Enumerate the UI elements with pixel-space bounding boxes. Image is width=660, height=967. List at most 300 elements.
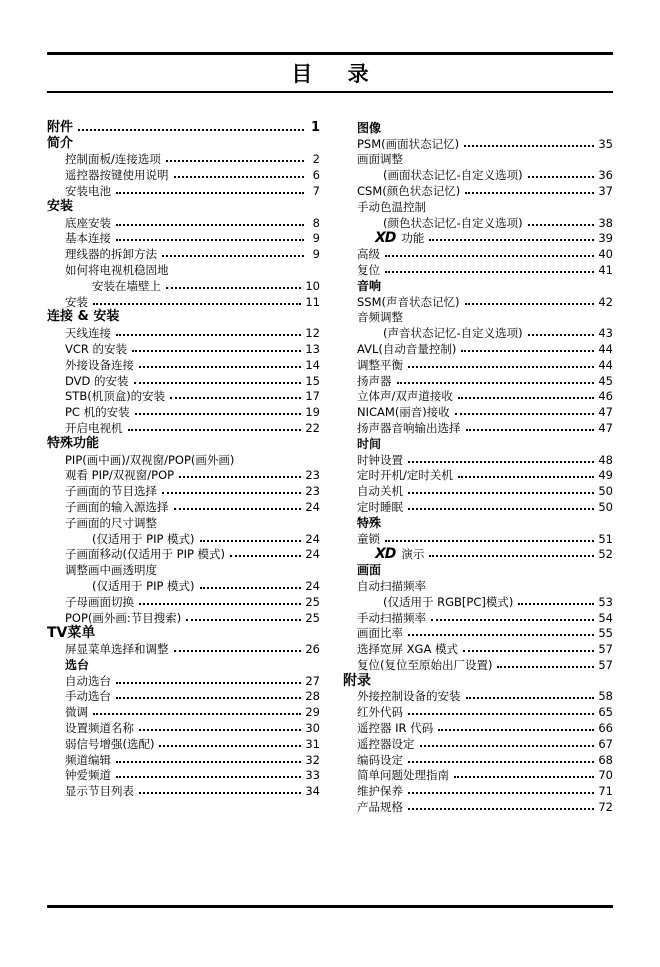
toc-entry (357, 514, 613, 530)
toc-entry (47, 198, 320, 214)
toc-page-number: 50 (598, 499, 613, 514)
toc-entry[interactable] (357, 767, 613, 783)
dot-leader (408, 792, 594, 794)
xd-logo: XD (375, 230, 396, 247)
dot-leader (458, 476, 594, 478)
toc-page-number: 31 (305, 736, 320, 751)
toc-entry-title: 附录 (343, 672, 371, 689)
toc-page-number: 47 (598, 420, 613, 435)
page-title: 目 录 (291, 62, 383, 86)
dot-leader (438, 729, 594, 731)
toc-entry-title: 设置频道名称 (65, 721, 134, 736)
toc-entry[interactable] (357, 640, 613, 656)
toc-entry[interactable] (47, 467, 320, 483)
dot-leader (93, 713, 301, 715)
toc-entry (343, 672, 613, 688)
toc-page-number: 7 (312, 183, 320, 198)
toc-entry (357, 277, 613, 293)
toc-page-number: 53 (598, 594, 613, 609)
toc-entry[interactable] (357, 135, 613, 151)
toc-page-number: 37 (598, 183, 613, 198)
top-rule (47, 52, 613, 55)
toc-page-number: 19 (305, 405, 320, 420)
toc-page-number: 44 (598, 341, 613, 356)
toc-entry-title: 屏显菜单选择和调整 (65, 642, 169, 657)
dot-leader (408, 713, 594, 715)
toc-entry[interactable] (47, 324, 320, 340)
toc-entry[interactable] (47, 419, 320, 435)
toc-entry-title: 子画面的尺寸调整 (65, 515, 157, 530)
toc-entry[interactable] (47, 640, 320, 656)
toc-entry[interactable] (357, 782, 613, 798)
toc-entry[interactable] (357, 419, 613, 435)
toc-page-number: 38 (598, 215, 613, 230)
toc-entry-title: 微调 (65, 705, 88, 720)
toc-entry (357, 151, 613, 167)
dot-leader (528, 176, 595, 178)
toc-entry-title: 开启电视机 (65, 420, 123, 435)
toc-entry-title: 子母画面切换 (65, 594, 134, 609)
dot-leader (464, 145, 594, 147)
toc-entry[interactable] (357, 546, 613, 562)
toc-entry-title: 手动色温控制 (357, 199, 426, 214)
toc-page-number: 6 (312, 168, 320, 183)
dot-leader (420, 745, 595, 747)
toc-entry (357, 561, 613, 577)
toc-entry-title: DVD 的安装 (65, 373, 129, 388)
toc-entry[interactable] (47, 230, 320, 246)
toc-entry-title: 音响 (357, 278, 382, 293)
dot-leader (170, 397, 301, 399)
toc-entry (47, 514, 320, 530)
dot-leader (134, 382, 302, 384)
toc-entry[interactable] (47, 245, 320, 261)
dot-leader (431, 619, 594, 621)
toc-entry-title: 简介 (47, 135, 74, 151)
dot-leader (461, 350, 594, 352)
toc-page-number: 48 (598, 452, 613, 467)
toc-entry[interactable] (357, 656, 613, 672)
toc-entry-title: 自动选台 (65, 673, 111, 688)
dot-leader (458, 397, 594, 399)
toc-entry (47, 656, 320, 672)
toc-entry-title: TV菜单 (47, 625, 96, 642)
toc-entry-title: 调整平衡 (357, 357, 403, 372)
toc-entry[interactable] (357, 798, 613, 814)
dot-leader (465, 192, 594, 194)
toc-entry-title: PC 机的安装 (65, 405, 130, 420)
toc-entry-title: 频道编辑 (65, 752, 111, 767)
toc-entry[interactable] (47, 546, 320, 562)
toc-entry[interactable] (357, 498, 613, 514)
toc-entry-title: 功能 (401, 231, 425, 246)
toc-entry (47, 309, 320, 325)
toc-entry[interactable] (47, 119, 320, 135)
toc-page-number: 47 (598, 405, 613, 420)
toc-entry-title: NICAM(丽音)接收 (357, 405, 450, 420)
toc-entry[interactable] (47, 688, 320, 704)
toc-entry[interactable] (47, 182, 320, 198)
dot-leader (455, 413, 595, 415)
toc-page-number: 43 (598, 326, 613, 341)
toc-page-number: 40 (598, 247, 613, 262)
toc-page-number: 12 (305, 326, 320, 341)
toc-page-number: 8 (312, 215, 320, 230)
toc-entry[interactable] (47, 719, 320, 735)
dot-leader (385, 540, 594, 542)
toc-page-number: 22 (305, 420, 320, 435)
toc-page-number: 34 (305, 784, 320, 799)
dot-leader (179, 476, 301, 478)
toc-entry-title: 选台 (65, 657, 90, 672)
toc-entry-title: 时钟设置 (357, 452, 403, 467)
toc-page-number: 70 (598, 768, 613, 783)
toc-entry-title: CSM(颜色状态记忆) (357, 183, 461, 198)
toc-entry[interactable] (47, 166, 320, 182)
toc-page-number: 36 (598, 168, 613, 183)
dot-leader (116, 192, 304, 194)
toc-page-number: 28 (305, 689, 320, 704)
dot-leader (528, 224, 595, 226)
toc-entry-title: 画面调整 (357, 152, 403, 167)
toc-entry-title: 音频调整 (357, 310, 403, 325)
dot-leader (429, 239, 594, 241)
toc-page-number: 51 (598, 531, 613, 546)
toc-entry-title: 遥控器 IR 代码 (357, 721, 434, 736)
toc-entry (47, 625, 320, 641)
toc-entry (47, 435, 320, 451)
toc-page-number: 29 (305, 705, 320, 720)
toc-entry-title: 遥控器按键使用说明 (65, 168, 169, 183)
toc-entry-title: 复位(复位至原始出厂设置) (357, 657, 493, 672)
toc-page-number: 15 (305, 373, 320, 388)
toc-entry-title: 定时睡眠 (357, 499, 403, 514)
toc-entry[interactable] (47, 356, 320, 372)
toc-entry[interactable] (357, 340, 613, 356)
toc-entry-title: STB(机顶盒)的安装 (65, 389, 166, 404)
dot-leader (166, 287, 301, 289)
toc-page-number: 66 (598, 721, 613, 736)
toc-page-number: 30 (305, 721, 320, 736)
toc-entry-title: PSM(画面状态记忆) (357, 136, 460, 151)
toc-entry-title: PIP(画中画)/双视窗/POP(画外画) (65, 452, 235, 467)
toc-entry-title: (声音状态记忆-自定义选项) (383, 326, 523, 341)
toc-page-number: 24 (305, 531, 320, 546)
toc-page-number: 9 (312, 231, 320, 246)
toc-entry[interactable] (357, 625, 613, 641)
dot-leader (200, 587, 302, 589)
toc-entry-title: 选择宽屏 XGA 模式 (357, 642, 458, 657)
dot-leader (162, 492, 301, 494)
dot-leader (116, 761, 301, 763)
toc-page-number: 46 (598, 389, 613, 404)
toc-page-number: 52 (598, 547, 613, 562)
toc-entry-title: 遥控器设定 (357, 736, 415, 751)
toc-page-number: 68 (598, 752, 613, 767)
dot-leader (466, 697, 595, 699)
toc-entry-title: 外接控制设备的安装 (357, 689, 461, 704)
toc-entry-title: 观看 PIP/双视窗/POP (65, 468, 175, 483)
dot-leader (408, 366, 594, 368)
toc-entry-title: 安装在墙壁上 (92, 278, 161, 293)
toc-entry-title: 安装电池 (65, 183, 111, 198)
toc-entry (357, 309, 613, 325)
toc-entry[interactable] (357, 467, 613, 483)
toc-page-number: 49 (598, 468, 613, 483)
toc-entry[interactable] (47, 751, 320, 767)
toc-entry-title: 立体声/双声道接收 (357, 389, 453, 404)
toc-entry-title: SSM(声音状态记忆) (357, 294, 460, 309)
toc-entry-title: 定时开机/定时关机 (357, 468, 453, 483)
toc-page-number: 71 (598, 784, 613, 799)
toc-entry[interactable] (47, 735, 320, 751)
toc-entry (357, 119, 613, 135)
toc-entry[interactable] (357, 593, 613, 609)
toc-page-number: 32 (305, 752, 320, 767)
toc-entry (357, 198, 613, 214)
bottom-rule (47, 905, 613, 908)
toc-entry[interactable] (357, 482, 613, 498)
toc-entry[interactable] (47, 214, 320, 230)
dot-leader (174, 650, 302, 652)
toc-entry-title: 特殊 (357, 515, 382, 530)
toc-entry-title: 童锁 (357, 531, 380, 546)
toc-entry (357, 435, 613, 451)
dot-leader (116, 224, 304, 226)
dot-leader (200, 540, 302, 542)
toc-right-column (343, 119, 613, 815)
toc-entry[interactable] (47, 530, 320, 546)
toc-entry-title: (仅适用于 PIP 模式) (92, 578, 195, 593)
toc-page-number: 39 (598, 231, 613, 246)
toc-page-number: 13 (305, 341, 320, 356)
dot-leader (132, 350, 301, 352)
toc-page-number: 57 (598, 642, 613, 657)
toc-entry[interactable] (357, 166, 613, 182)
toc-entry-title: 自动关机 (357, 484, 403, 499)
toc-entry-title: 基本连接 (65, 231, 111, 246)
toc-entry-title: 简单问题处理指南 (357, 768, 449, 783)
toc-entry-title: 调整画中画透明度 (65, 563, 157, 578)
dot-leader (408, 508, 594, 510)
toc-page-number: 41 (598, 262, 613, 277)
toc-entry-title: 时间 (357, 436, 382, 451)
toc-entry[interactable] (357, 293, 613, 309)
toc-page-number: 11 (305, 294, 320, 309)
toc-page-number: 42 (598, 294, 613, 309)
dot-leader (162, 255, 304, 257)
toc-entry-title: 画面比率 (357, 626, 403, 641)
toc-page-number: 23 (305, 484, 320, 499)
toc-entry[interactable] (47, 340, 320, 356)
toc-entry[interactable] (357, 719, 613, 735)
toc-entry[interactable] (47, 293, 320, 309)
toc-entry[interactable] (357, 182, 613, 198)
dot-leader (174, 508, 302, 510)
toc-entry-title: 理线器的拆卸方法 (65, 247, 157, 262)
toc-entry-title: 控制面板/连接选项 (65, 152, 161, 167)
dot-leader (174, 176, 305, 178)
toc-page-number: 55 (598, 626, 613, 641)
toc-page-number: 24 (305, 499, 320, 514)
toc-entry[interactable] (47, 403, 320, 419)
toc-entry[interactable] (47, 703, 320, 719)
toc-entry (47, 451, 320, 467)
toc-page-number: 57 (598, 657, 613, 672)
toc-entry[interactable] (357, 388, 613, 404)
toc-page-number: 25 (305, 594, 320, 609)
toc-entry-title: 钟爱频道 (65, 768, 111, 783)
dot-leader (429, 555, 594, 557)
toc-entry[interactable] (357, 451, 613, 467)
toc-entry-title: 扬声器 (357, 373, 392, 388)
toc-entry (47, 261, 320, 277)
toc-entry[interactable] (357, 688, 613, 704)
toc-entry[interactable] (357, 372, 613, 388)
toc-entry-title: (仅适用于 PIP 模式) (92, 531, 195, 546)
dot-leader (78, 129, 304, 131)
toc-entry-title: 如何将电视机稳固地 (65, 262, 169, 277)
toc-entry[interactable] (357, 214, 613, 230)
toc-left-column (47, 119, 320, 798)
toc-entry-title: AVL(自动音量控制) (357, 341, 457, 356)
toc-entry-title: (画面状态记忆-自定义选项) (383, 168, 523, 183)
toc-entry-title: 底座安装 (65, 215, 111, 230)
toc-page-number: 26 (305, 642, 320, 657)
toc-entry-title: 弱信号增强(选配) (65, 736, 155, 751)
toc-entry[interactable] (47, 151, 320, 167)
dot-leader (454, 776, 594, 778)
dot-leader (230, 555, 301, 557)
toc-entry[interactable] (47, 782, 320, 798)
toc-entry-title: 外接设备连接 (65, 357, 134, 372)
toc-entry-title: 天线连接 (65, 326, 111, 341)
toc-page-number: 54 (598, 610, 613, 625)
dot-leader (116, 697, 301, 699)
dot-leader (93, 303, 301, 305)
toc-entry-title: 子画面的节目选择 (65, 484, 157, 499)
toc-entry[interactable] (47, 482, 320, 498)
toc-entry (47, 561, 320, 577)
toc-entry-title: 手动扫描频率 (357, 610, 426, 625)
toc-page-number: 17 (305, 389, 320, 404)
dot-leader (135, 413, 302, 415)
dot-leader (465, 303, 595, 305)
toc-entry (357, 577, 613, 593)
toc-entry-title: 连接 & 安装 (47, 309, 120, 325)
dot-leader (466, 429, 595, 431)
toc-page-number: 9 (312, 247, 320, 262)
toc-entry-title: 扬声器音响输出选择 (357, 420, 461, 435)
toc-entry[interactable] (47, 609, 320, 625)
dot-leader (186, 619, 301, 621)
toc-entry[interactable] (47, 672, 320, 688)
toc-entry[interactable] (47, 577, 320, 593)
toc-entry-title: 维护保养 (357, 784, 403, 799)
toc-entry-title: 红外代码 (357, 705, 403, 720)
toc-page-number: 45 (598, 373, 613, 388)
toc-entry-title: 编码设定 (357, 752, 403, 767)
toc-entry[interactable] (357, 261, 613, 277)
toc-page-number: 24 (305, 578, 320, 593)
toc-entry[interactable] (357, 356, 613, 372)
dot-leader (116, 682, 301, 684)
toc-entry-title: (仅适用于 RGB[PC]模式) (383, 594, 514, 609)
dot-leader (518, 603, 594, 605)
toc-entry[interactable] (47, 277, 320, 293)
toc-entry[interactable] (47, 372, 320, 388)
dot-leader (116, 239, 304, 241)
dot-leader (116, 334, 301, 336)
toc-page-number: 50 (598, 484, 613, 499)
toc-page-number: 65 (598, 705, 613, 720)
title-rule (47, 91, 613, 93)
dot-leader (408, 461, 594, 463)
toc-entry[interactable] (357, 609, 613, 625)
toc-entry-title: 子画面的输入源选择 (65, 499, 169, 514)
toc-entry[interactable] (357, 735, 613, 751)
toc-entry-title: 复位 (357, 262, 380, 277)
toc-entry[interactable] (357, 245, 613, 261)
dot-leader (128, 429, 302, 431)
toc-entry[interactable] (47, 498, 320, 514)
toc-page-number: 35 (598, 136, 613, 151)
toc-entry-title: POP(画外画:节目搜索) (65, 610, 182, 625)
toc-entry-title: 子画面移动(仅适用于 PIP 模式) (65, 547, 226, 562)
toc-entry[interactable] (47, 388, 320, 404)
toc-page-number: 44 (598, 357, 613, 372)
toc-entry[interactable] (357, 530, 613, 546)
toc-entry-title: 特殊功能 (47, 435, 100, 451)
dot-leader (159, 745, 301, 747)
dot-leader (139, 603, 301, 605)
toc-page-number: 58 (598, 689, 613, 704)
toc-entry-title: 附件 (47, 119, 74, 135)
toc-entry-title: 安装 (65, 294, 88, 309)
toc-entry[interactable] (357, 324, 613, 340)
dot-leader (408, 492, 594, 494)
toc-page-number: 24 (305, 547, 320, 562)
toc-entry[interactable] (357, 230, 613, 246)
dot-leader (397, 382, 595, 384)
toc-entry[interactable] (47, 593, 320, 609)
dot-leader (463, 650, 594, 652)
toc-entry[interactable] (47, 767, 320, 783)
toc-entry-title: VCR 的安装 (65, 341, 128, 356)
toc-entry-title: 显示节目列表 (65, 784, 134, 799)
dot-leader (408, 761, 594, 763)
toc-entry (47, 135, 320, 151)
toc-page-number: 23 (305, 468, 320, 483)
toc-entry[interactable] (357, 751, 613, 767)
dot-leader (408, 634, 594, 636)
toc-entry-title: 自动扫描频率 (357, 578, 426, 593)
dot-leader (139, 366, 301, 368)
dot-leader (116, 776, 301, 778)
toc-page-number: 67 (598, 736, 613, 751)
toc-page-number: 2 (312, 152, 320, 167)
toc-entry[interactable] (357, 403, 613, 419)
toc-entry-title: 手动选台 (65, 689, 111, 704)
toc-page-number: 25 (305, 610, 320, 625)
toc-entry-title: 高级 (357, 247, 380, 262)
toc-page-number: 72 (598, 800, 613, 815)
dot-leader (139, 792, 301, 794)
dot-leader (408, 808, 594, 810)
toc-entry[interactable] (357, 703, 613, 719)
toc-entry-title: (颜色状态记忆-自定义选项) (383, 215, 523, 230)
toc-page-number: 27 (305, 673, 320, 688)
